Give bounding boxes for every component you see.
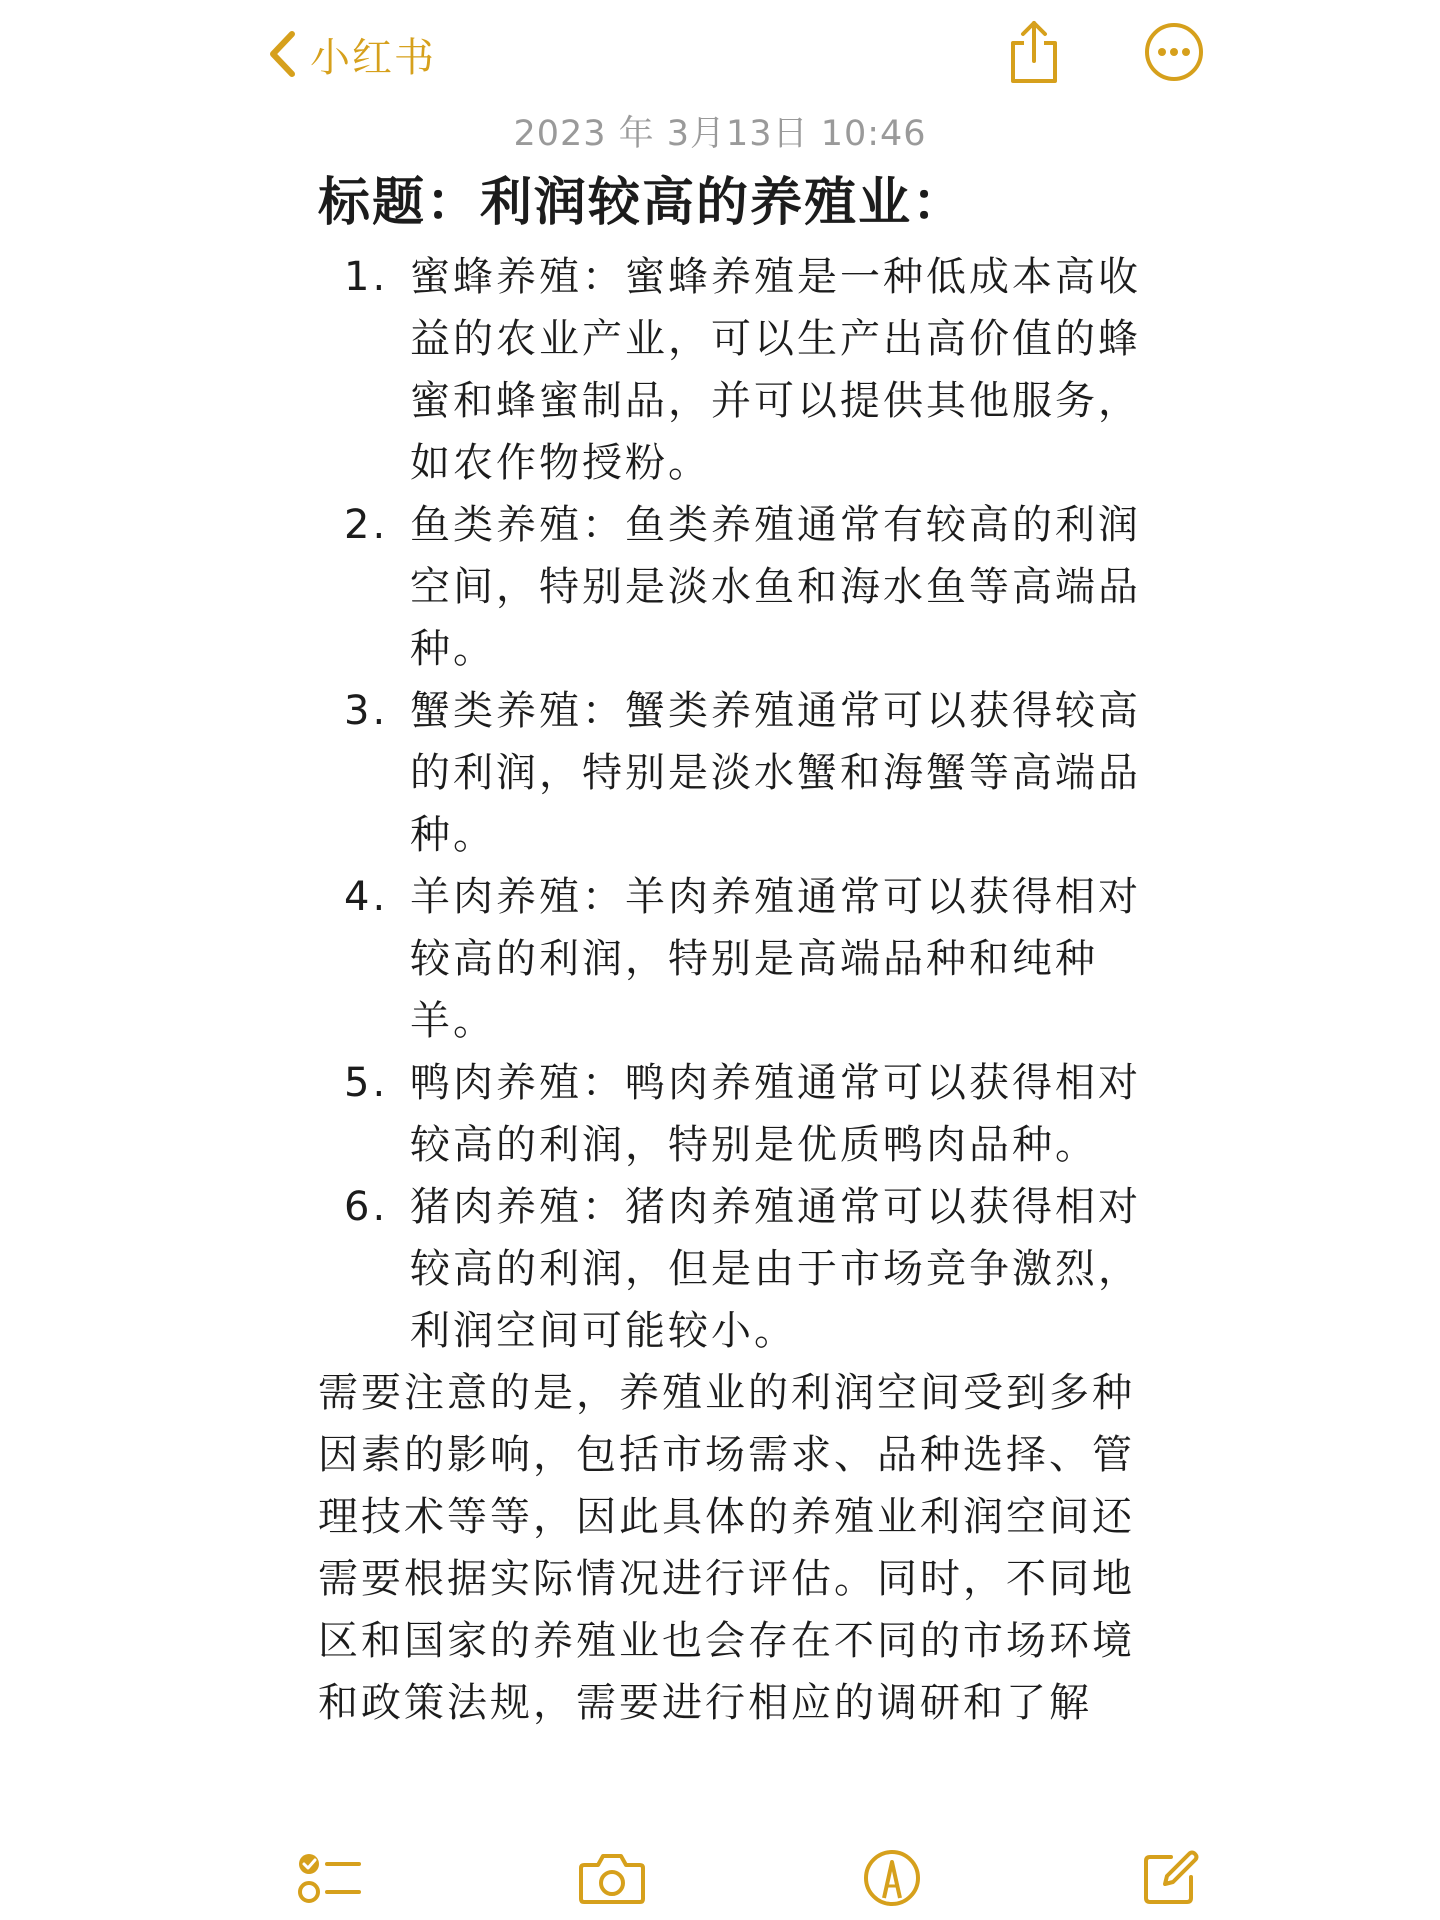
list-item-text: 鱼类养殖：鱼类养殖通常有较高的利润空间，特别是淡水鱼和海水鱼等高端品种。 xyxy=(410,502,1141,672)
list-item xyxy=(318,246,1158,494)
compose-icon xyxy=(1141,1849,1199,1911)
list-number: 1. xyxy=(344,254,389,300)
list-number: 2. xyxy=(344,502,389,548)
list-item-text: 猪肉养殖：猪肉养殖通常可以获得相对较高的利润，但是由于市场竞争激烈，利润空间可能较小。 xyxy=(410,1184,1141,1354)
note-date: 2023 年 3月13日 10:46 xyxy=(513,114,927,154)
checklist-button[interactable] xyxy=(290,1840,370,1920)
list-item xyxy=(318,680,1158,866)
back-button[interactable] xyxy=(268,22,436,86)
back-label: 小红书 xyxy=(310,34,436,81)
chevron-left-icon xyxy=(268,30,296,78)
more-ellipsis-icon xyxy=(1144,22,1204,86)
list-number: 4. xyxy=(344,874,389,920)
list-number: 6. xyxy=(344,1184,389,1230)
list-item-text: 羊肉养殖：羊肉养殖通常可以获得相对较高的利润，特别是高端品种和纯种羊。 xyxy=(410,874,1141,1044)
note-title: 标题：利润较高的养殖业： xyxy=(318,173,967,233)
list-number: 3. xyxy=(344,688,389,734)
camera-button[interactable] xyxy=(572,1840,652,1920)
markup-button[interactable] xyxy=(852,1840,932,1920)
bottom-toolbar xyxy=(0,1840,1440,1920)
list-item-text: 蟹类养殖：蟹类养殖通常可以获得较高的利润，特别是淡水蟹和海蟹等高端品种。 xyxy=(410,688,1141,858)
checklist-icon xyxy=(297,1850,363,1910)
list-item xyxy=(318,494,1158,680)
share-icon xyxy=(1007,19,1061,89)
share-button[interactable] xyxy=(998,18,1070,90)
list-item xyxy=(318,866,1158,1052)
list-item xyxy=(318,1176,1158,1362)
list-item xyxy=(318,1052,1158,1176)
camera-icon xyxy=(578,1851,646,1909)
note-paragraph: 需要注意的是，养殖业的利润空间受到多种因素的影响，包括市场需求、品种选择、管理技术等等，因此具体的养殖业利润空间还需要根据实际情况进行评估。同时，不同地区和国家的养殖业也会存在不同的市场环境和政策法规，需要进行相应的调研和了解 xyxy=(318,1370,1135,1726)
more-button[interactable] xyxy=(1138,18,1210,90)
note-body[interactable] xyxy=(318,168,1158,1734)
compose-button[interactable] xyxy=(1130,1840,1210,1920)
markup-pen-icon xyxy=(862,1848,922,1912)
list-item-text: 蜜蜂养殖：蜜蜂养殖是一种低成本高收益的农业产业，可以生产出高价值的蜂蜜和蜂蜜制品，并可以提供其他服务，如农作物授粉。 xyxy=(410,254,1141,486)
navigation-bar xyxy=(0,0,1440,110)
numbered-list xyxy=(318,246,1158,1362)
list-number: 5. xyxy=(344,1060,389,1106)
list-item-text: 鸭肉养殖：鸭肉养殖通常可以获得相对较高的利润，特别是优质鸭肉品种。 xyxy=(410,1060,1141,1168)
